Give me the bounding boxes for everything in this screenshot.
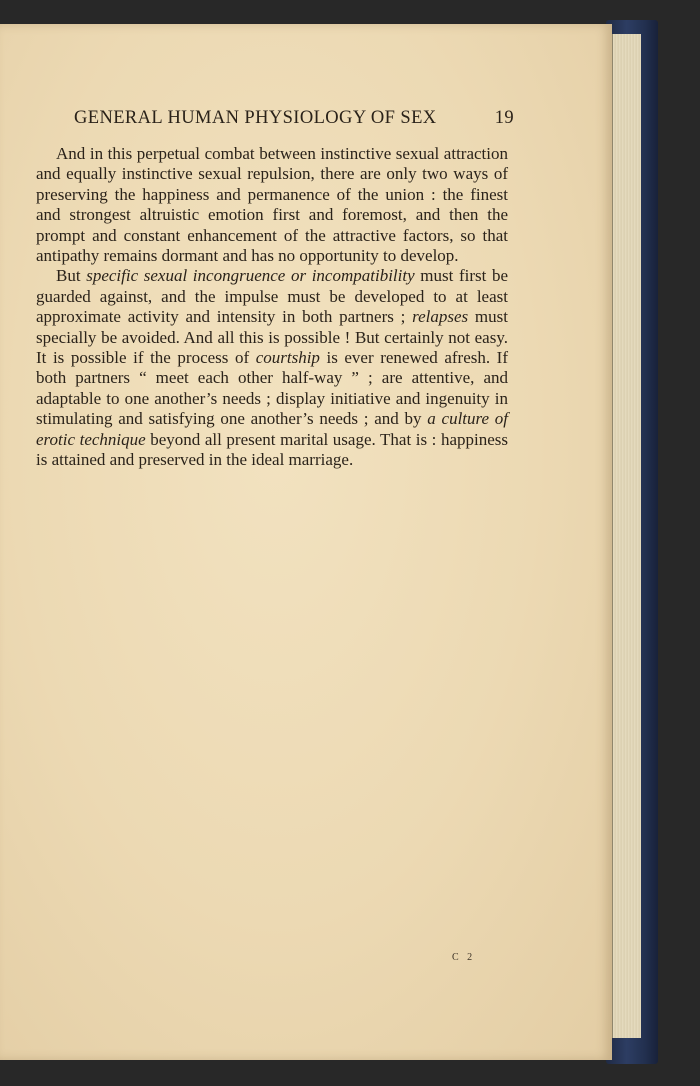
italic-phrase: specific sexual incongruence or incompatibility	[86, 266, 415, 286]
paragraph-2-text: But	[56, 266, 87, 286]
page-number: 19	[494, 108, 514, 128]
running-head	[74, 108, 514, 138]
signature-mark: C 2	[452, 952, 476, 963]
italic-phrase: relapses	[412, 307, 469, 327]
paragraph-1	[36, 144, 508, 266]
paragraph-2-text: beyond all present marital usage. That is : happiness is attained and preserved in the ideal marriage.	[36, 429, 509, 470]
paragraph-2-text: is ever renewed afresh. If both partners “ meet each other half-way ” ; are attentive, and adaptable to one another’s needs ; display initiative and ingenuity in stimulating and satisfying one another’s needs ; and by	[36, 348, 508, 429]
italic-phrase: a culture of erotic technique	[36, 409, 509, 449]
page-block-edges	[612, 34, 641, 1038]
running-head-title: GENERAL HUMAN PHYSIOLOGY OF SEX	[74, 108, 437, 128]
paragraph-2-text: must specially be avoided. And all this is possible ! But certainly not easy. It is possible if the process of	[36, 307, 508, 368]
paragraph-2-text: must first be guarded against, and the impulse must be developed to at least approximate activity and intensity in both partners ;	[36, 266, 509, 327]
body-text	[36, 144, 508, 471]
book-page	[0, 24, 612, 1060]
paragraph-2	[36, 266, 508, 470]
italic-phrase: courtship	[255, 348, 320, 368]
paragraph-1-text: And in this perpetual combat between instinctive sexual attraction and equally instinctive sexual repulsion, there are only two ways of preserving the happiness and permanence of the union : the finest and strongest altruistic emotion first and foremost, and then the prompt and constant enhancement of the attractive factors, so that antipathy remains dormant and has no opportunity to develop.	[36, 144, 508, 266]
